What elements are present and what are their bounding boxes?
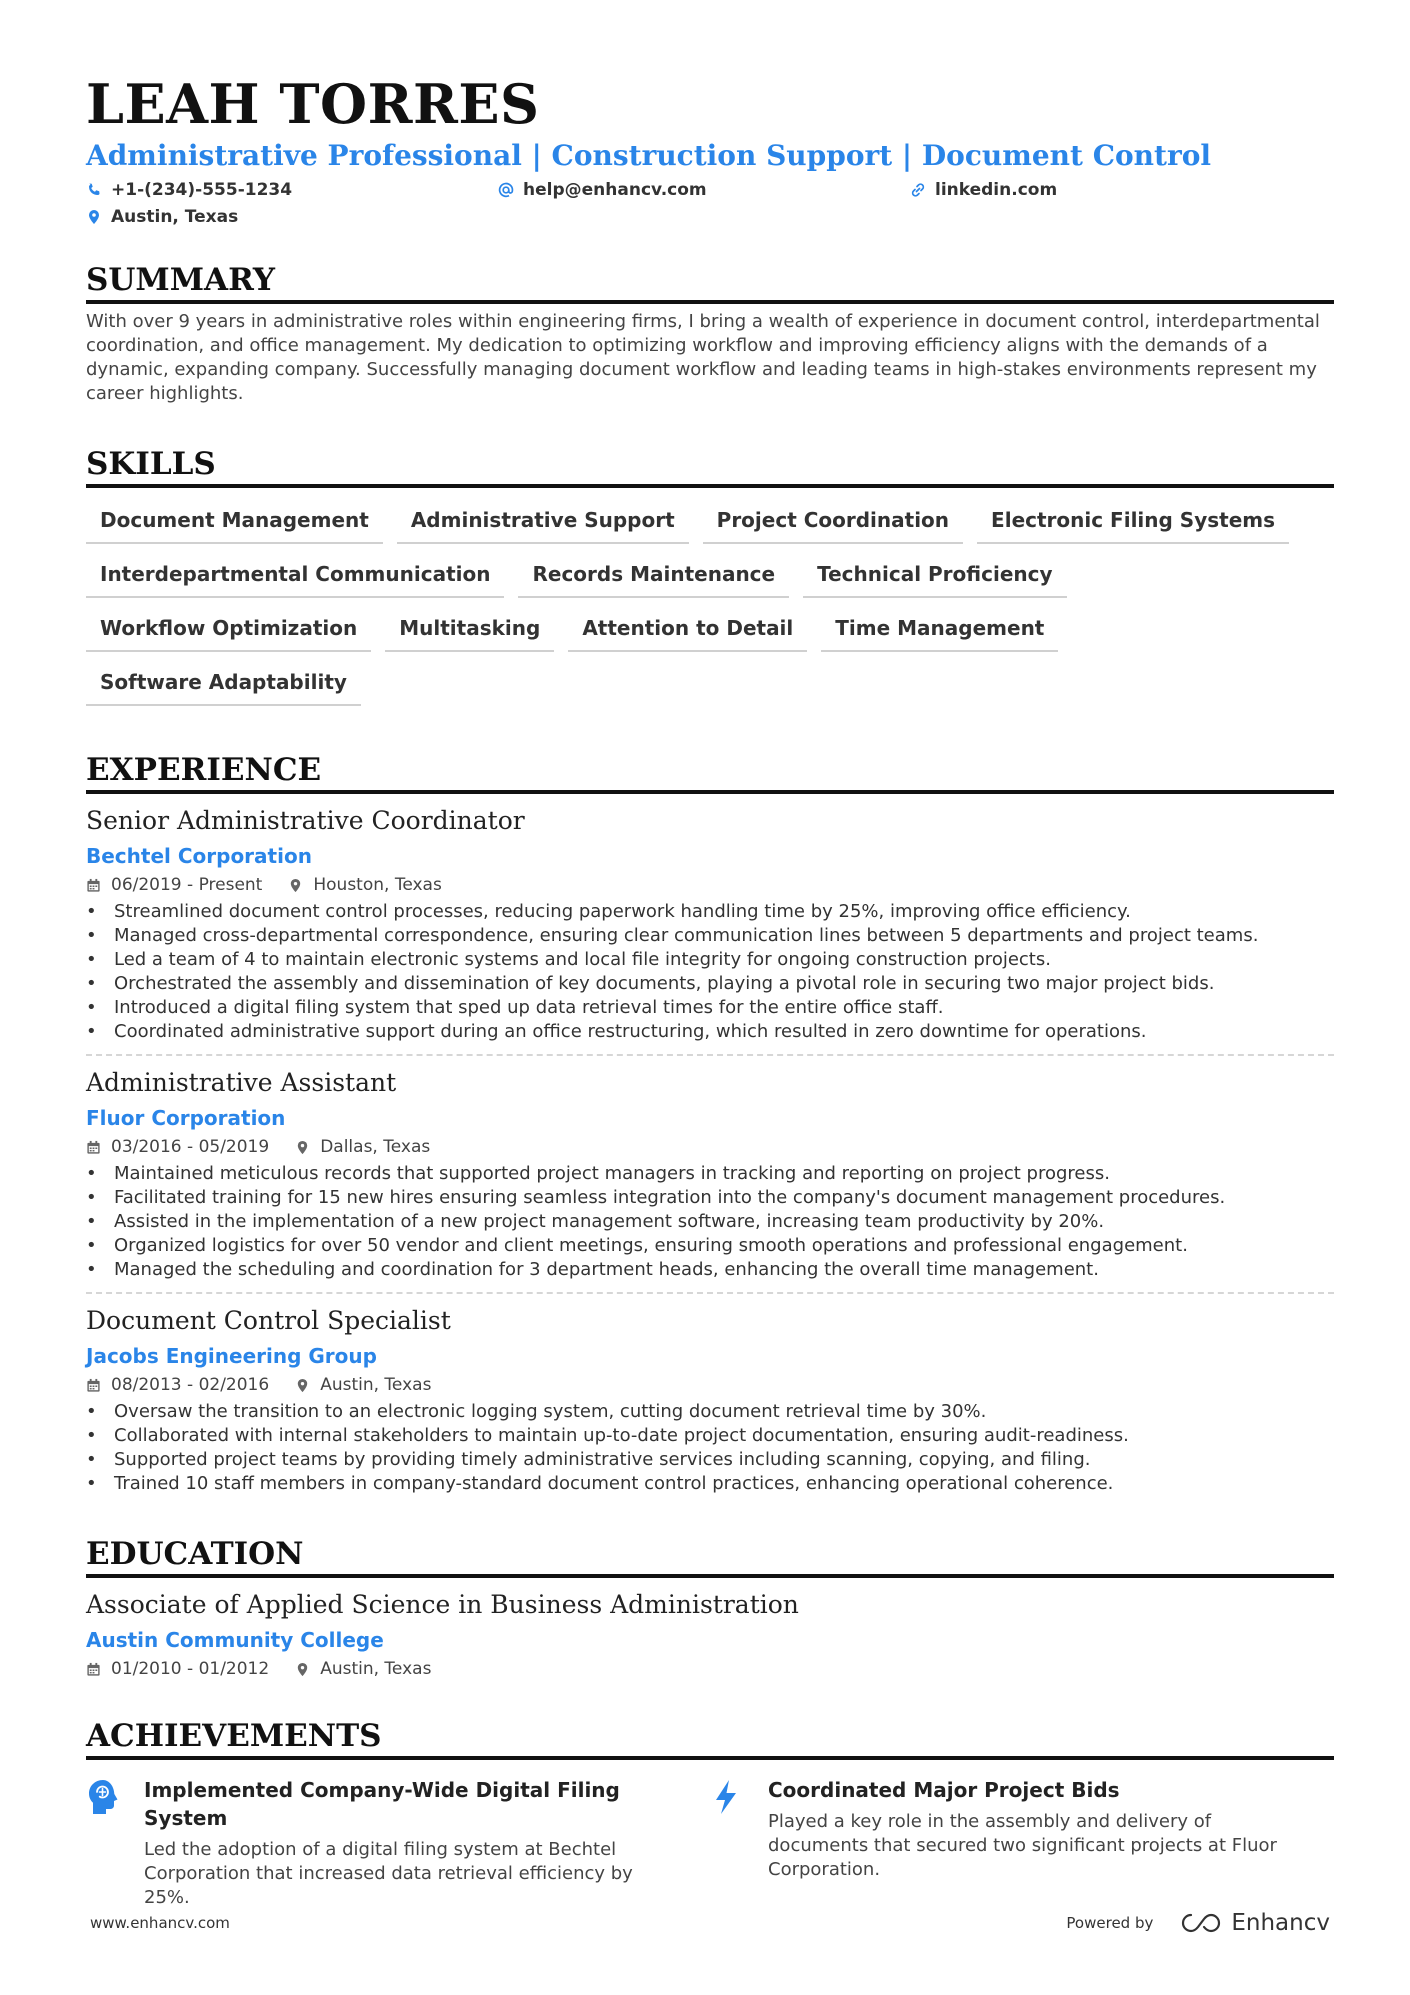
skills-section	[86, 444, 1334, 716]
contact-email[interactable]	[498, 176, 910, 203]
skills-list	[86, 500, 1334, 716]
job-dates: 03/2016 - 05/2019	[111, 1137, 270, 1157]
footer-brand	[1066, 1910, 1330, 1936]
page-footer	[90, 1910, 1330, 1936]
job-dates: 06/2019 - Present	[111, 875, 263, 895]
job-title: Administrative Assistant	[86, 1068, 397, 1097]
company-name: Fluor Corporation	[86, 1106, 286, 1130]
map-pin-icon	[86, 209, 102, 225]
skill-tag: Multitasking	[385, 608, 554, 652]
enhancv-logo-icon	[1179, 1911, 1223, 1935]
job-bullets	[86, 1400, 1334, 1496]
job-bullet: • Trained 10 staff members in company-standard document control practices, enhancing operational coherence.	[86, 1472, 1334, 1496]
job-entry	[86, 804, 1334, 1054]
job-bullet: • Supported project teams by providing timely administrative services including scanning, copying, and filing.	[86, 1448, 1334, 1472]
job-bullet: • Managed the scheduling and coordination for 3 department heads, enhancing the overall time management.	[86, 1258, 1334, 1282]
job-bullet: • Led a team of 4 to maintain electronic systems and local file integrity for ongoing construction projects.	[86, 948, 1334, 972]
contact-info	[86, 176, 1334, 230]
skills-title: SKILLS	[86, 444, 1334, 488]
education-entry	[86, 1588, 1334, 1692]
map-pin-icon	[295, 1378, 310, 1393]
head-brain-icon	[86, 1778, 120, 1816]
skill-tag: Technical Proficiency	[803, 554, 1066, 598]
skill-tag: Document Management	[86, 500, 383, 544]
achievement-desc: Led the adoption of a digital filing system at Bechtel Corporation that increased data retrieval efficiency by 25%.	[144, 1839, 633, 1908]
job-location	[295, 1134, 430, 1160]
job-bullet: • Streamlined document control processes, reducing paperwork handling time by 25%, improving office efficiency.	[86, 900, 1334, 924]
job-bullet: • Collaborated with internal stakeholders to maintain up-to-date project documentation, ensuring audit-readiness.	[86, 1424, 1334, 1448]
calendar-icon	[86, 878, 101, 893]
job-location-text: Austin, Texas	[320, 1375, 432, 1395]
brand-logo[interactable]	[1179, 1910, 1330, 1936]
job-meta	[86, 1134, 1334, 1160]
job-title: Document Control Specialist	[86, 1306, 451, 1335]
education-location	[295, 1656, 431, 1682]
job-location-text: Dallas, Texas	[320, 1137, 431, 1157]
linkedin-text: linkedin.com	[935, 179, 1058, 200]
candidate-name: LEAH TORRES	[86, 72, 540, 136]
education-location-text: Austin, Texas	[320, 1659, 432, 1679]
link-icon	[910, 182, 926, 198]
map-pin-icon	[288, 878, 303, 893]
achievement-desc: Played a key role in the assembly and delivery of documents that secured two significant projects at Fluor Corporation.	[768, 1811, 1277, 1880]
resume-page	[86, 74, 1334, 1910]
education-dates: 01/2010 - 01/2012	[111, 1659, 270, 1679]
skill-tag: Interdepartmental Communication	[86, 554, 504, 598]
calendar-icon	[86, 1140, 101, 1155]
job-bullet: • Orchestrated the assembly and dissemination of key documents, playing a pivotal role in securing two major project bids.	[86, 972, 1334, 996]
achievements-title: ACHIEVEMENTS	[86, 1716, 1334, 1760]
powered-by-label: Powered by	[1066, 1914, 1154, 1932]
at-sign-icon	[498, 182, 514, 198]
company-name: Jacobs Engineering Group	[86, 1344, 377, 1368]
job-bullet: • Coordinated administrative support during an office restructuring, which resulted in zero downtime for operations.	[86, 1020, 1334, 1044]
experience-title: EXPERIENCE	[86, 750, 1334, 794]
email-text: help@enhancv.com	[523, 179, 707, 200]
job-bullets	[86, 900, 1334, 1044]
job-location	[288, 872, 441, 898]
achievement-item	[86, 1776, 710, 1910]
candidate-headline: Administrative Professional | Construction Support | Document Control	[86, 139, 1212, 172]
job-bullet: • Organized logistics for over 50 vendor and client meetings, ensuring smooth operations and professional engagement.	[86, 1234, 1334, 1258]
job-entry	[86, 1054, 1334, 1292]
location-text: Austin, Texas	[111, 206, 239, 227]
education-meta	[86, 1656, 1334, 1682]
job-meta	[86, 1372, 1334, 1398]
skill-tag: Time Management	[821, 608, 1058, 652]
job-title: Senior Administrative Coordinator	[86, 806, 525, 835]
map-pin-icon	[295, 1140, 310, 1155]
job-meta	[86, 872, 1334, 898]
job-entry	[86, 1292, 1334, 1506]
skill-tag: Electronic Filing Systems	[977, 500, 1289, 544]
job-dates: 08/2013 - 02/2016	[111, 1375, 270, 1395]
education-section	[86, 1534, 1334, 1692]
contact-phone[interactable]	[86, 176, 498, 203]
contact-location	[86, 203, 498, 230]
map-pin-icon	[295, 1662, 310, 1677]
phone-text: +1-(234)-555-1234	[111, 179, 293, 200]
phone-icon	[86, 182, 102, 198]
education-title: EDUCATION	[86, 1534, 1334, 1578]
degree-title: Associate of Applied Science in Business Administration	[86, 1590, 799, 1619]
achievements-grid	[86, 1776, 1334, 1910]
job-bullet: • Facilitated training for 15 new hires ensuring seamless integration into the company's document management procedures.	[86, 1186, 1334, 1210]
skill-tag: Workflow Optimization	[86, 608, 371, 652]
summary-title: SUMMARY	[86, 260, 1334, 304]
achievement-item	[710, 1776, 1334, 1910]
job-bullet: • Maintained meticulous records that supported project managers in tracking and reporting on project progress.	[86, 1162, 1334, 1186]
brand-name: Enhancv	[1231, 1910, 1330, 1936]
job-bullet: • Assisted in the implementation of a new project management software, increasing team productivity by 20%.	[86, 1210, 1334, 1234]
calendar-icon	[86, 1378, 101, 1393]
calendar-icon	[86, 1662, 101, 1677]
skill-tag: Administrative Support	[397, 500, 689, 544]
achievement-title: Implemented Company-Wide Digital Filing System	[144, 1778, 620, 1830]
job-bullet: • Managed cross-departmental correspondence, ensuring clear communication lines between 5 departments and project teams.	[86, 924, 1334, 948]
summary-text: With over 9 years in administrative roles within engineering firms, I bring a wealth of experience in document control, interdepartmental coordination, and office management. My dedication to optimizing workflow and improving efficiency aligns with the demands of a dynamic, expanding company. Successfully managing document workflow and leading teams in high-stakes environments represent my career highlights.	[86, 311, 1320, 404]
job-bullet: • Introduced a digital filing system that sped up data retrieval times for the entire office staff.	[86, 996, 1334, 1020]
skill-tag: Records Maintenance	[518, 554, 789, 598]
job-bullets	[86, 1162, 1334, 1282]
job-bullet: • Oversaw the transition to an electronic logging system, cutting document retrieval time by 30%.	[86, 1400, 1334, 1424]
experience-section	[86, 750, 1334, 1506]
skill-tag: Software Adaptability	[86, 662, 361, 706]
contact-linkedin[interactable]	[910, 176, 1322, 203]
achievement-title: Coordinated Major Project Bids	[768, 1778, 1120, 1802]
job-location-text: Houston, Texas	[313, 875, 442, 895]
skill-tag: Project Coordination	[703, 500, 963, 544]
school-name: Austin Community College	[86, 1628, 384, 1652]
footer-website[interactable]: www.enhancv.com	[90, 1914, 230, 1932]
achievements-section	[86, 1716, 1334, 1910]
summary-section	[86, 260, 1334, 406]
skill-tag: Attention to Detail	[568, 608, 807, 652]
job-location	[295, 1372, 431, 1398]
resume-header	[86, 74, 1334, 230]
company-name: Bechtel Corporation	[86, 844, 312, 868]
lightning-bolt-icon	[710, 1778, 744, 1816]
